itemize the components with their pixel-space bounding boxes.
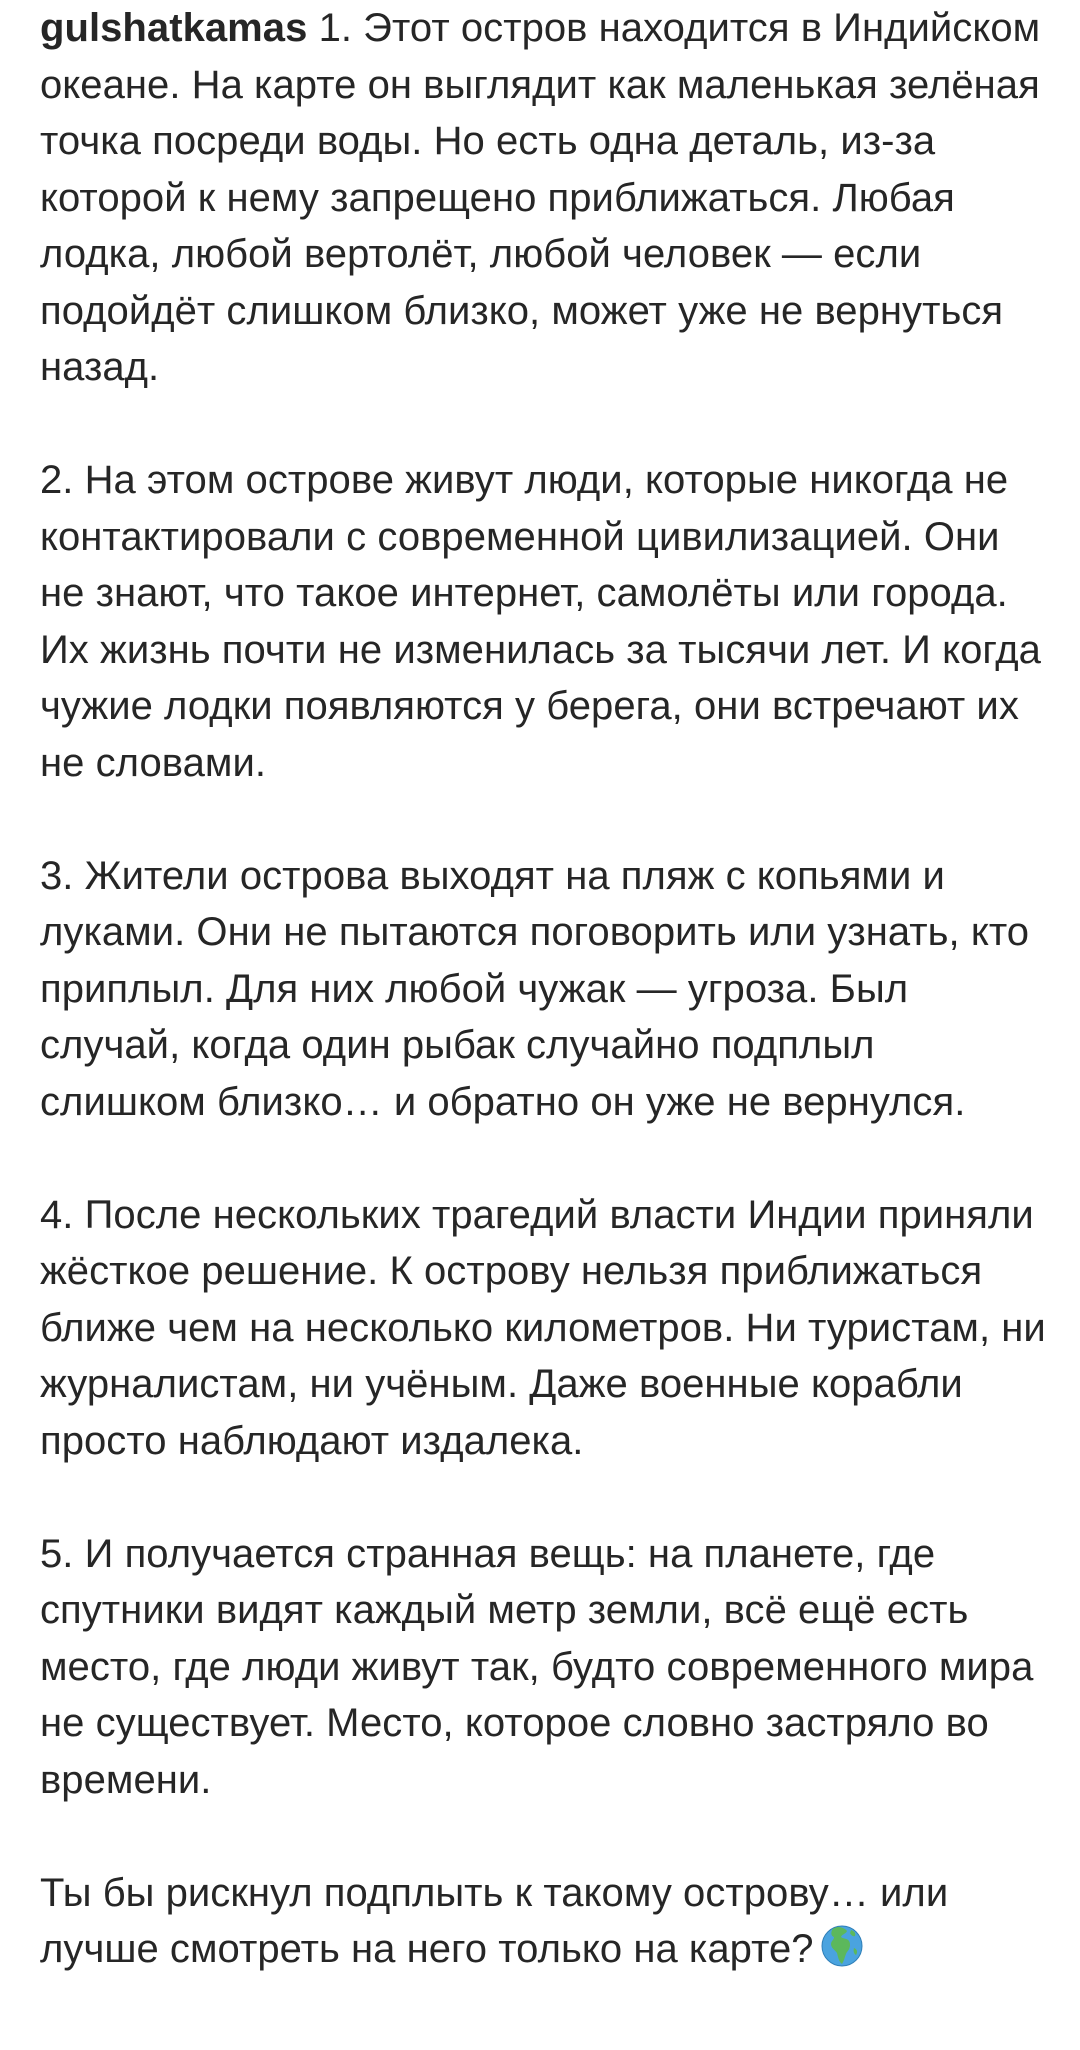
caption-paragraph-4 [40,1187,1050,1470]
paragraph-text: 1. Этот остров находится в Индийском океане. На карте он выглядит как маленькая зелёная точка посреди воды. Но есть одна деталь, из-за которой к нему запрещено приближаться. Любая лодка, любой вертолёт, любой человек — если подойдёт слишком близко, может уже не вернуться назад. [40,6,1041,389]
globe-icon [820,1924,864,1968]
caption-paragraph-3 [40,848,1050,1131]
author-username[interactable]: gulshatkamas [40,6,308,50]
caption-paragraph-2 [40,452,1050,791]
caption-paragraph-1 [40,0,1050,396]
caption-paragraph-5 [40,1526,1050,1809]
paragraph-text: 4. После нескольких трагедий власти Индии приняли жёсткое решение. К острову нельзя приближаться ближе чем на несколько километров. Ни туристам, ни журналистам, ни учёным. Даже военные корабли просто наблюдают издалека. [40,1192,1046,1463]
caption-paragraph-6 [40,1865,1050,1978]
post-caption [40,0,1050,1978]
paragraph-text: 3. Жители острова выходят на пляж с копьями и луками. Они не пытаются поговорить или узнать, кто приплыл. Для них любой чужак — угроза. Был случай, когда один рыбак случайно подплыл слишком близко… и обратно он уже не вернулся. [40,853,1030,1124]
paragraph-text: 2. На этом острове живут люди, которые никогда не контактировали с современной цивилизацией. Они не знают, что такое интернет, самолёты или города. Их жизнь почти не изменилась за тысячи лет. И когда чужие лодки появляются у берега, они встречают их не словами. [40,458,1041,785]
paragraph-text: 5. И получается странная вещь: на планете, где спутники видят каждый метр земли, всё ещё есть место, где люди живут так, будто современного мира не существует. Место, которое словно застряло во времени. [40,1531,1034,1802]
paragraph-text: Ты бы рискнул подплыть к такому острову… или лучше смотреть на него только на карте? [40,1870,949,1971]
